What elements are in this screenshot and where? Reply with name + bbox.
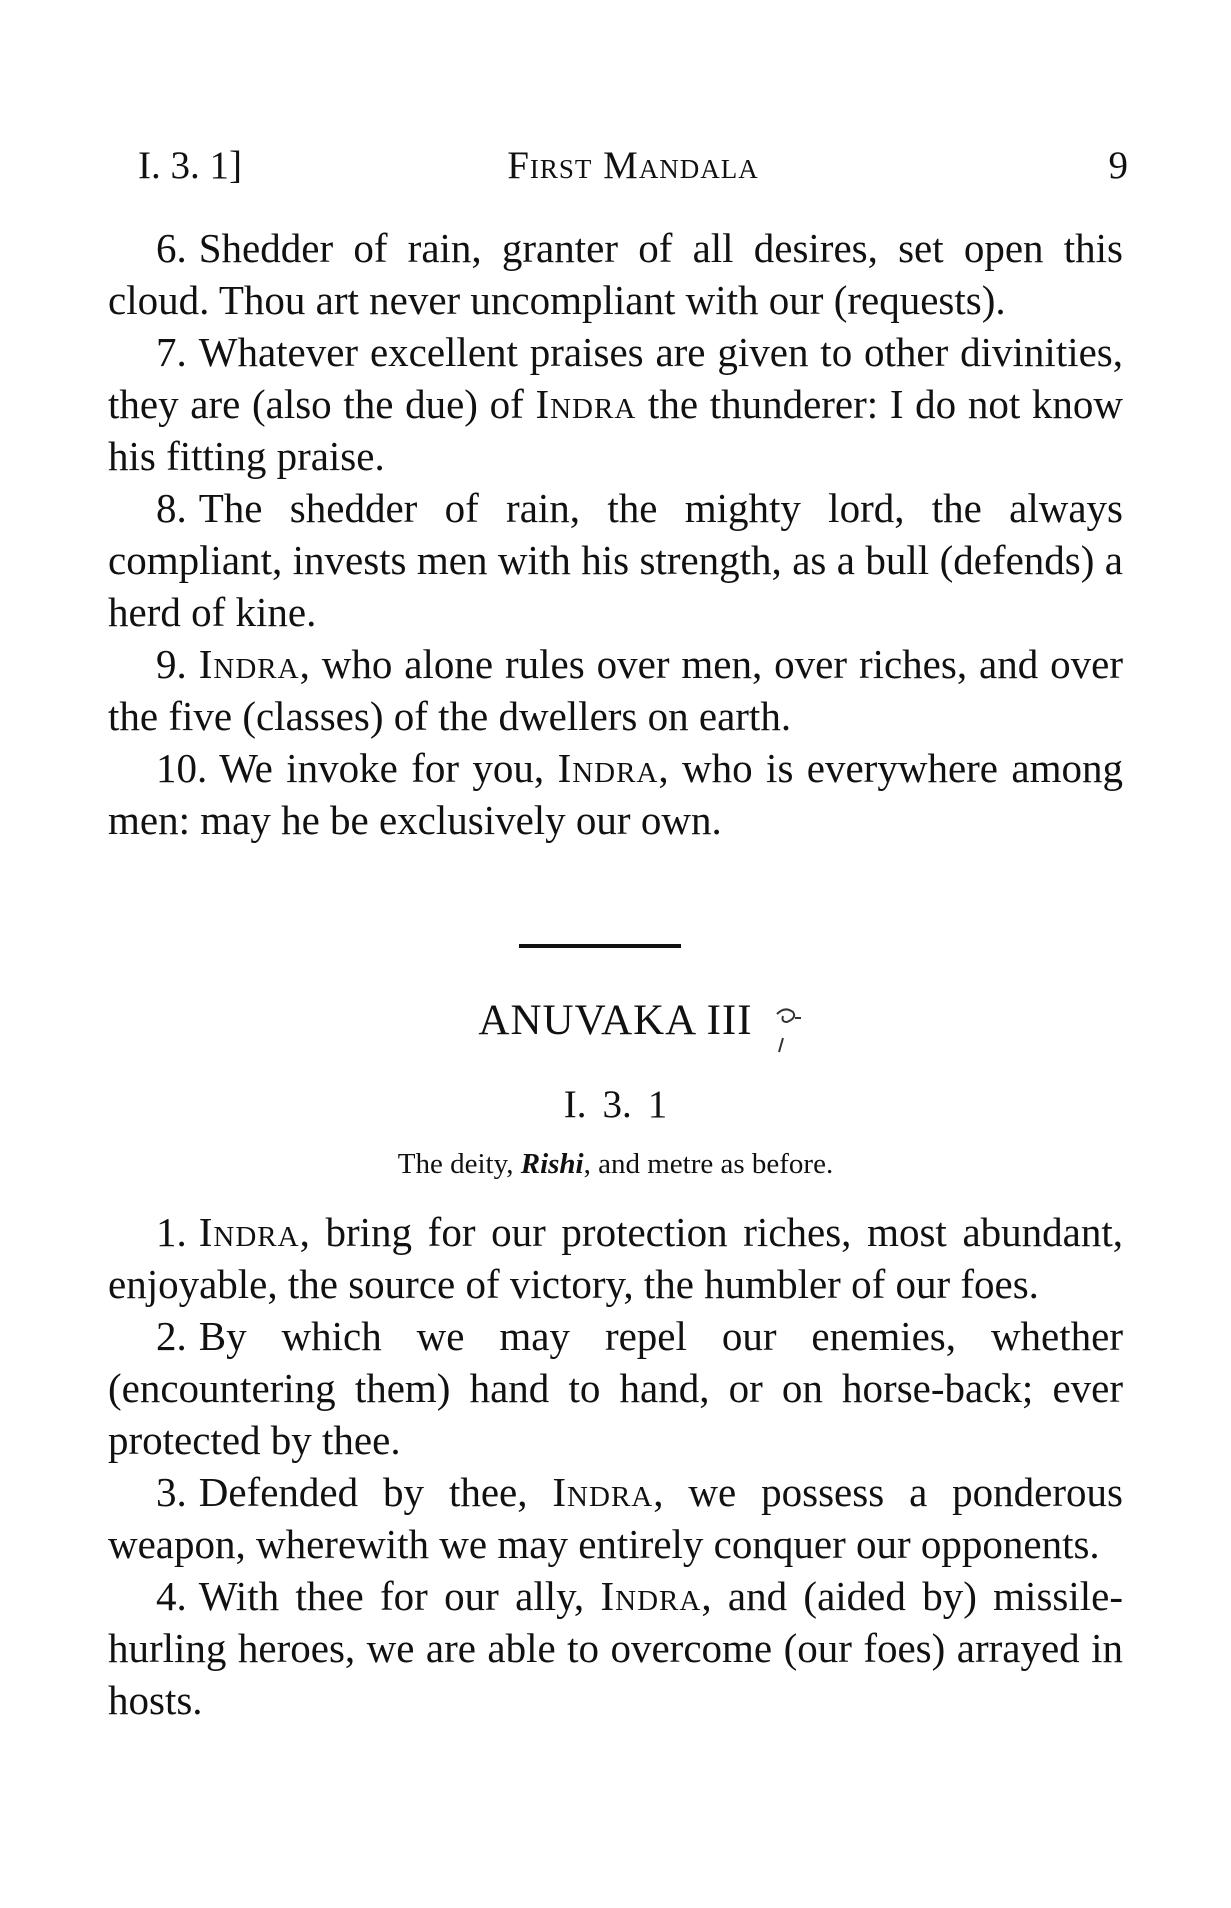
verse-number: 2. xyxy=(156,1313,187,1359)
verse-text: With thee for our ally, xyxy=(198,1573,601,1619)
verse-text: By which we may repel our enemies, whether (encountering them) hand to hand, or on horse-back; ever protected by thee. xyxy=(108,1313,1123,1463)
note-text: The deity, xyxy=(397,1148,521,1180)
pencil-mark-icon xyxy=(771,1004,811,1060)
verse-reference: I. 3. 1] xyxy=(138,144,242,187)
verse xyxy=(108,222,1123,326)
verses-bottom xyxy=(108,1206,1123,1726)
verse-text: , who alone rules over men, over riches, and over the five (classes) of the dwellers on earth. xyxy=(108,641,1123,739)
verse-number: 10. xyxy=(156,745,208,791)
verse-number: 4. xyxy=(156,1573,187,1619)
verse xyxy=(108,1570,1123,1726)
page-number: 9 xyxy=(1108,144,1128,187)
verse-text: Defended by thee, xyxy=(198,1469,553,1515)
note-rishi: Rishi xyxy=(520,1148,584,1180)
verse-text: , and (aided by) missile-hurling heroes, we are able to overcome (our foes) arrayed in hosts. xyxy=(108,1573,1123,1723)
verse-text: , we possess a ponderous weapon, wherewith we may entirely conquer our opponents. xyxy=(108,1469,1123,1567)
deity-name: Indra xyxy=(600,1573,702,1619)
sukta-id-part: I. xyxy=(563,1083,587,1126)
verse-number: 9. xyxy=(156,641,187,687)
sukta-id-part: 3. xyxy=(602,1083,632,1126)
deity-name: Indra xyxy=(535,381,637,427)
verse xyxy=(108,638,1123,742)
anuvaka-title: ANUVAKA III xyxy=(478,997,753,1044)
verse-text: , bring for our protection riches, most abundant, enjoyable, the source of victory, the humbler of our foes. xyxy=(108,1209,1123,1307)
verse-text: the thunderer: I do not know his fitting praise. xyxy=(108,381,1123,479)
verse-number: 7. xyxy=(156,329,187,375)
verse xyxy=(108,1310,1123,1466)
verse xyxy=(108,742,1123,846)
verse-text: Shedder of rain, granter of all desires, set open this cloud. Thou art never uncompliant with our (requests). xyxy=(108,225,1123,323)
note-text-end: , and metre as before. xyxy=(583,1148,834,1180)
section-title xyxy=(0,996,1231,1045)
deity-name: Indra xyxy=(557,745,659,791)
running-header xyxy=(138,143,1128,203)
verse-text: , who is everywhere among men: may he be exclusively our own. xyxy=(108,745,1123,843)
deity-name: Indra xyxy=(552,1469,654,1515)
verse-text: The shedder of rain, the mighty lord, the always compliant, invests men with his strength, as a bull (defends) a herd of kine. xyxy=(108,485,1123,635)
verse-number: 1. xyxy=(156,1209,187,1255)
verse xyxy=(108,1466,1123,1570)
verse-number: 6. xyxy=(156,225,187,271)
sukta-note xyxy=(0,1148,1231,1181)
verse xyxy=(108,326,1123,482)
sukta-id-part: 1 xyxy=(647,1083,668,1126)
deity-name: Indra xyxy=(198,641,300,687)
deity-name: Indra xyxy=(198,1209,300,1255)
verse xyxy=(108,482,1123,638)
verse-text: Whatever excellent praises are given to other divinities, they are (also the due) of xyxy=(108,329,1123,427)
verse xyxy=(108,1206,1123,1310)
verse-number: 3. xyxy=(156,1469,187,1515)
running-title: First Mandala xyxy=(507,144,759,187)
sukta-number xyxy=(0,1082,1231,1127)
verse-number: 8. xyxy=(156,485,187,531)
verse-text: We invoke for you, xyxy=(219,745,558,791)
verses-top xyxy=(108,222,1123,846)
section-divider xyxy=(519,944,681,948)
